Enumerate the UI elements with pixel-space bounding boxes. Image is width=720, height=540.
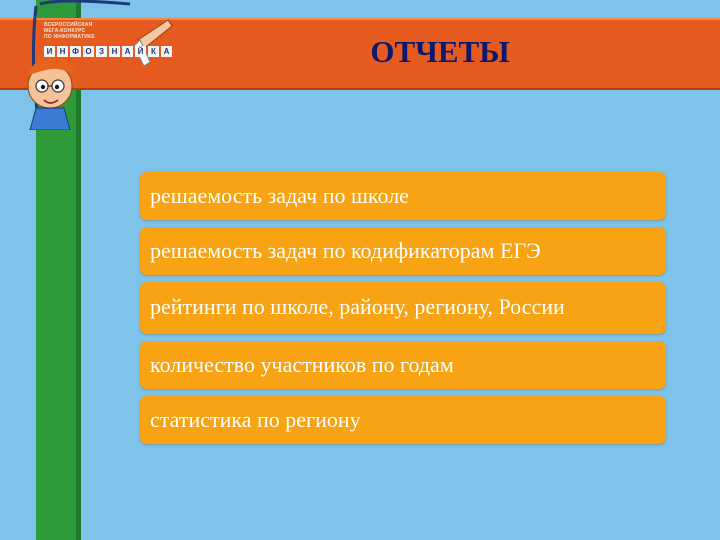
logo-letter: Й [135,46,146,57]
logo-letter: Н [109,46,120,57]
report-list [140,172,666,451]
report-item-ege-codifier-solvability[interactable]: решаемость задач по кодификаторам ЕГЭ [140,227,666,275]
page-title: ОТЧЕТЫ [370,34,510,69]
logo-letter: З [96,46,107,57]
logo-caption-line-1: ВСЕРОССИЙСКАЯ [44,22,93,28]
report-item-ratings[interactable]: рейтинги по школе, району, региону, России [140,282,666,334]
logo-letter: Ф [70,46,81,57]
logo-caption-line-2: МЕГА-КОНКУРС [44,28,86,34]
logo-letter: Н [57,46,68,57]
logo-text-block [44,22,170,68]
logo-caption-line-3: ПО ИНФОРМАТИКЕ [44,34,95,40]
report-item-region-statistics[interactable]: статистика по региону [140,396,666,444]
report-item-school-solvability[interactable]: решаемость задач по школе [140,172,666,220]
logo-letter: А [161,46,172,57]
informatics-contest-logo [0,0,190,130]
logo-letter: А [122,46,133,57]
logo-letter-cells [44,46,174,57]
report-item-participants-by-year[interactable]: количество участников по годам [140,341,666,389]
logo-letter: К [148,46,159,57]
logo-letter: И [44,46,55,57]
logo-letter: О [83,46,94,57]
